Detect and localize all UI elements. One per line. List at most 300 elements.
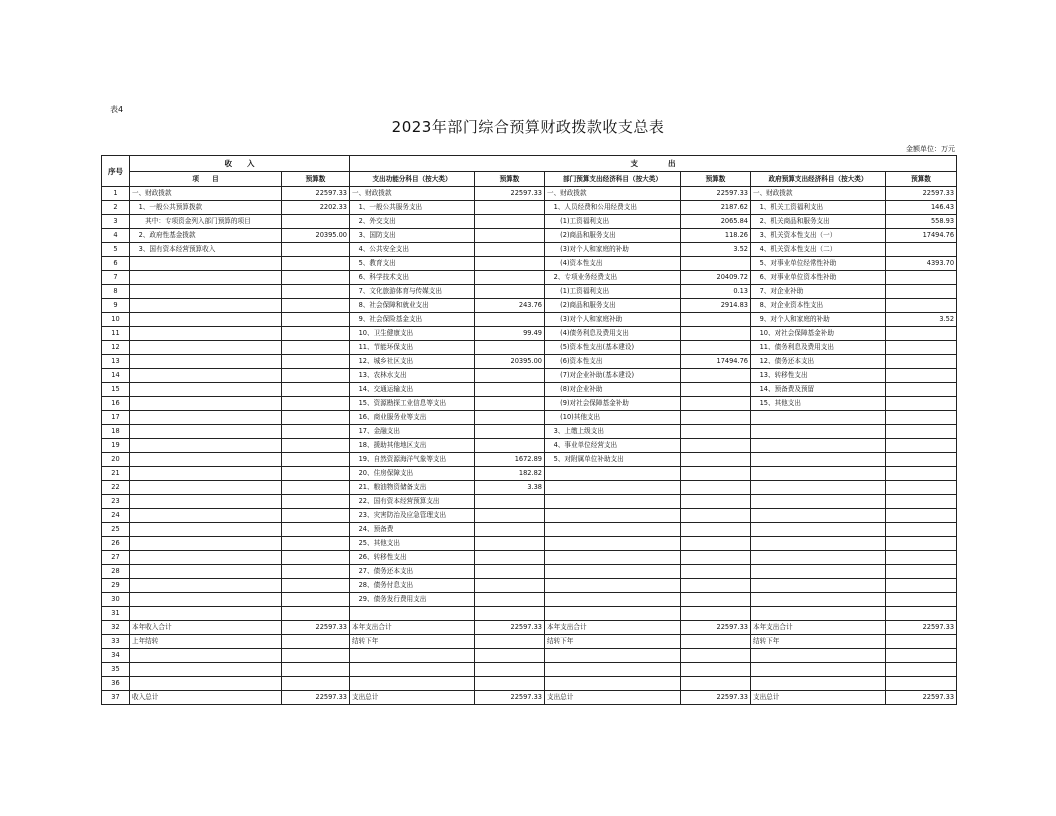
- income-item-cell: [130, 397, 282, 411]
- dept-econ-category-cell: (3)对个人和家庭补助: [545, 313, 681, 327]
- dept-econ-category-cell: 支出总计: [545, 691, 681, 705]
- func-category-cell: 6、科学技术支出: [350, 271, 475, 285]
- dept-econ-budget-cell: 2187.62: [681, 201, 751, 215]
- func-budget-cell: [475, 271, 545, 285]
- func-category-cell: [350, 677, 475, 691]
- income-budget-cell: [282, 649, 350, 663]
- dept-econ-budget-cell: [681, 663, 751, 677]
- gov-econ-budget-cell: [886, 607, 957, 621]
- seq-cell: 16: [102, 397, 130, 411]
- func-category-cell: 11、节能环保支出: [350, 341, 475, 355]
- income-budget-cell: [282, 453, 350, 467]
- income-budget-cell: [282, 411, 350, 425]
- income-item-cell: [130, 551, 282, 565]
- seq-cell: 17: [102, 411, 130, 425]
- seq-cell: 11: [102, 327, 130, 341]
- gov-econ-category-cell: 11、债务利息及费用支出: [751, 341, 886, 355]
- income-item-cell: [130, 663, 282, 677]
- dept-econ-budget-cell: [681, 397, 751, 411]
- income-item-cell: [130, 313, 282, 327]
- gov-econ-budget-cell: [886, 285, 957, 299]
- seq-cell: 6: [102, 257, 130, 271]
- gov-econ-budget-cell: 22597.33: [886, 621, 957, 635]
- dept-econ-budget-cell: [681, 341, 751, 355]
- income-item-cell: 2、政府性基金拨款: [130, 229, 282, 243]
- table-row: [102, 425, 957, 439]
- gov-econ-category-cell: 2、机关商品和服务支出: [751, 215, 886, 229]
- dept-econ-category-cell: 3、上缴上级支出: [545, 425, 681, 439]
- table-row: [102, 313, 957, 327]
- func-category-cell: 21、粮油物资储备支出: [350, 481, 475, 495]
- gov-econ-category-cell: 13、转移性支出: [751, 369, 886, 383]
- gov-econ-category-cell: [751, 593, 886, 607]
- func-category-cell: 22、国有资本经营预算支出: [350, 495, 475, 509]
- gov-econ-budget-cell: [886, 509, 957, 523]
- table-row: [102, 355, 957, 369]
- func-budget-cell: [475, 369, 545, 383]
- func-category-cell: 18、援助其他地区支出: [350, 439, 475, 453]
- dept-econ-category-cell: [545, 579, 681, 593]
- header-income-group: 收 入: [130, 156, 350, 172]
- table-row: [102, 551, 957, 565]
- seq-cell: 25: [102, 523, 130, 537]
- gov-econ-budget-cell: [886, 663, 957, 677]
- gov-econ-category-cell: 7、对企业补助: [751, 285, 886, 299]
- seq-cell: 33: [102, 635, 130, 649]
- income-budget-cell: [282, 579, 350, 593]
- gov-econ-category-cell: [751, 439, 886, 453]
- gov-econ-budget-cell: [886, 649, 957, 663]
- gov-econ-category-cell: [751, 509, 886, 523]
- gov-econ-category-cell: [751, 411, 886, 425]
- seq-cell: 2: [102, 201, 130, 215]
- dept-econ-budget-cell: [681, 509, 751, 523]
- gov-econ-budget-cell: [886, 565, 957, 579]
- func-category-cell: 9、社会保险基金支出: [350, 313, 475, 327]
- income-item-cell: [130, 565, 282, 579]
- func-category-cell: 25、其他支出: [350, 537, 475, 551]
- header-dept-econ-category: 部门预算支出经济科目（按大类）: [545, 172, 681, 187]
- dept-econ-budget-cell: [681, 257, 751, 271]
- gov-econ-budget-cell: [886, 327, 957, 341]
- gov-econ-category-cell: 1、机关工资福利支出: [751, 201, 886, 215]
- func-category-cell: [350, 607, 475, 621]
- func-category-cell: 1、一般公共服务支出: [350, 201, 475, 215]
- page-title: 2023年部门综合预算财政拨款收支总表: [391, 118, 665, 136]
- dept-econ-category-cell: 一、财政拨款: [545, 187, 681, 201]
- dept-econ-category-cell: [545, 565, 681, 579]
- income-item-cell: 本年收入合计: [130, 621, 282, 635]
- gov-econ-category-cell: [751, 537, 886, 551]
- income-budget-cell: [282, 383, 350, 397]
- seq-cell: 29: [102, 579, 130, 593]
- dept-econ-category-cell: 4、事业单位经营支出: [545, 439, 681, 453]
- income-item-cell: [130, 285, 282, 299]
- dept-econ-category-cell: (7)对企业补助(基本建设): [545, 369, 681, 383]
- income-item-cell: [130, 439, 282, 453]
- func-category-cell: 8、社会保障和就业支出: [350, 299, 475, 313]
- dept-econ-category-cell: (9)对社会保障基金补助: [545, 397, 681, 411]
- dept-econ-category-cell: (5)资本性支出(基本建设): [545, 341, 681, 355]
- table-row: [102, 257, 957, 271]
- dept-econ-category-cell: [545, 523, 681, 537]
- func-budget-cell: 22597.33: [475, 187, 545, 201]
- income-item-cell: 一、财政拨款: [130, 187, 282, 201]
- func-budget-cell: [475, 593, 545, 607]
- func-budget-cell: 99.49: [475, 327, 545, 341]
- table-row: [102, 341, 957, 355]
- income-item-cell: [130, 481, 282, 495]
- dept-econ-category-cell: [545, 677, 681, 691]
- func-budget-cell: [475, 383, 545, 397]
- gov-econ-category-cell: [751, 425, 886, 439]
- dept-econ-category-cell: [545, 607, 681, 621]
- gov-econ-category-cell: 本年支出合计: [751, 621, 886, 635]
- gov-econ-budget-cell: [886, 355, 957, 369]
- income-budget-cell: [282, 215, 350, 229]
- dept-econ-budget-cell: [681, 327, 751, 341]
- income-item-cell: 上年结转: [130, 635, 282, 649]
- income-item-cell: [130, 257, 282, 271]
- dept-econ-category-cell: [545, 593, 681, 607]
- func-category-cell: 5、教育支出: [350, 257, 475, 271]
- gov-econ-category-cell: 14、预备费及预留: [751, 383, 886, 397]
- income-item-cell: [130, 649, 282, 663]
- gov-econ-budget-cell: [886, 453, 957, 467]
- header-seq: 序号: [102, 156, 130, 187]
- income-item-cell: [130, 467, 282, 481]
- gov-econ-budget-cell: [886, 341, 957, 355]
- income-budget-cell: 22597.33: [282, 187, 350, 201]
- func-budget-cell: [475, 649, 545, 663]
- gov-econ-budget-cell: [886, 481, 957, 495]
- table-number-label: 表4: [110, 105, 124, 114]
- dept-econ-budget-cell: [681, 565, 751, 579]
- gov-econ-category-cell: [751, 565, 886, 579]
- func-budget-cell: [475, 215, 545, 229]
- gov-econ-category-cell: [751, 551, 886, 565]
- dept-econ-category-cell: [545, 537, 681, 551]
- dept-econ-category-cell: [545, 481, 681, 495]
- dept-econ-budget-cell: 20409.72: [681, 271, 751, 285]
- dept-econ-category-cell: 结转下年: [545, 635, 681, 649]
- gov-econ-category-cell: 支出总计: [751, 691, 886, 705]
- header-func-category: 支出功能分科目（按大类）: [350, 172, 475, 187]
- header-item: 项 目: [130, 172, 282, 187]
- func-category-cell: 支出总计: [350, 691, 475, 705]
- dept-econ-budget-cell: [681, 537, 751, 551]
- budget-summary-table: [101, 155, 957, 705]
- income-item-cell: [130, 495, 282, 509]
- gov-econ-budget-cell: [886, 425, 957, 439]
- gov-econ-budget-cell: [886, 271, 957, 285]
- table-row: [102, 201, 957, 215]
- func-budget-cell: [475, 565, 545, 579]
- dept-econ-category-cell: 本年支出合计: [545, 621, 681, 635]
- func-budget-cell: [475, 523, 545, 537]
- income-item-cell: [130, 509, 282, 523]
- dept-econ-budget-cell: 118.26: [681, 229, 751, 243]
- gov-econ-category-cell: 5、对事业单位经常性补助: [751, 257, 886, 271]
- table-row: [102, 565, 957, 579]
- func-category-cell: 29、债务发行费用支出: [350, 593, 475, 607]
- dept-econ-category-cell: (10)其他支出: [545, 411, 681, 425]
- seq-cell: 34: [102, 649, 130, 663]
- func-budget-cell: [475, 229, 545, 243]
- func-budget-cell: [475, 663, 545, 677]
- func-budget-cell: [475, 285, 545, 299]
- gov-econ-budget-cell: 17494.76: [886, 229, 957, 243]
- seq-cell: 10: [102, 313, 130, 327]
- gov-econ-budget-cell: 22597.33: [886, 691, 957, 705]
- seq-cell: 26: [102, 537, 130, 551]
- income-budget-cell: [282, 607, 350, 621]
- income-item-cell: 1、一般公共预算拨款: [130, 201, 282, 215]
- gov-econ-budget-cell: [886, 579, 957, 593]
- func-category-cell: 结转下年: [350, 635, 475, 649]
- table-body: [102, 187, 957, 705]
- income-budget-cell: [282, 285, 350, 299]
- income-budget-cell: [282, 467, 350, 481]
- income-budget-cell: [282, 509, 350, 523]
- income-item-cell: [130, 369, 282, 383]
- income-budget-cell: 2202.33: [282, 201, 350, 215]
- header-income-budget: 预算数: [282, 172, 350, 187]
- func-category-cell: 15、资源勘探工业信息等支出: [350, 397, 475, 411]
- func-budget-cell: [475, 551, 545, 565]
- func-budget-cell: [475, 579, 545, 593]
- dept-econ-budget-cell: 2914.83: [681, 299, 751, 313]
- seq-cell: 23: [102, 495, 130, 509]
- func-budget-cell: [475, 439, 545, 453]
- func-budget-cell: [475, 313, 545, 327]
- func-budget-cell: [475, 607, 545, 621]
- dept-econ-category-cell: [545, 467, 681, 481]
- income-item-cell: [130, 355, 282, 369]
- gov-econ-category-cell: 8、对企业资本性支出: [751, 299, 886, 313]
- gov-econ-category-cell: [751, 481, 886, 495]
- income-budget-cell: [282, 495, 350, 509]
- dept-econ-budget-cell: [681, 635, 751, 649]
- income-item-cell: [130, 327, 282, 341]
- table-row: [102, 453, 957, 467]
- dept-econ-budget-cell: [681, 649, 751, 663]
- gov-econ-budget-cell: [886, 537, 957, 551]
- func-budget-cell: [475, 257, 545, 271]
- table-row: [102, 495, 957, 509]
- func-category-cell: 19、自然资源海洋气象等支出: [350, 453, 475, 467]
- seq-cell: 15: [102, 383, 130, 397]
- dept-econ-category-cell: (3)对个人和家庭的补助: [545, 243, 681, 257]
- gov-econ-category-cell: 一、财政拨款: [751, 187, 886, 201]
- dept-econ-category-cell: [545, 663, 681, 677]
- income-budget-cell: [282, 481, 350, 495]
- gov-econ-category-cell: [751, 663, 886, 677]
- dept-econ-category-cell: (1)工资福利支出: [545, 285, 681, 299]
- gov-econ-category-cell: 9、对个人和家庭的补助: [751, 313, 886, 327]
- table-row: [102, 607, 957, 621]
- func-category-cell: 23、灾害防治及应急管理支出: [350, 509, 475, 523]
- income-item-cell: [130, 593, 282, 607]
- table-row: [102, 299, 957, 313]
- table-row: [102, 593, 957, 607]
- seq-cell: 3: [102, 215, 130, 229]
- func-category-cell: 27、债务还本支出: [350, 565, 475, 579]
- seq-cell: 32: [102, 621, 130, 635]
- gov-econ-budget-cell: [886, 495, 957, 509]
- income-item-cell: [130, 453, 282, 467]
- func-category-cell: 17、金融支出: [350, 425, 475, 439]
- dept-econ-budget-cell: 22597.33: [681, 621, 751, 635]
- func-budget-cell: [475, 341, 545, 355]
- gov-econ-category-cell: [751, 607, 886, 621]
- table-row: [102, 215, 957, 229]
- seq-cell: 5: [102, 243, 130, 257]
- func-category-cell: 13、农林水支出: [350, 369, 475, 383]
- income-item-cell: [130, 607, 282, 621]
- gov-econ-budget-cell: [886, 593, 957, 607]
- dept-econ-category-cell: 1、人员经费和公用经费支出: [545, 201, 681, 215]
- gov-econ-budget-cell: [886, 243, 957, 257]
- func-budget-cell: [475, 411, 545, 425]
- dept-econ-budget-cell: [681, 677, 751, 691]
- func-budget-cell: 182.82: [475, 467, 545, 481]
- income-item-cell: [130, 677, 282, 691]
- dept-econ-category-cell: (4)资本性支出: [545, 257, 681, 271]
- income-item-cell: 其中：专项资金列入部门预算的项目: [130, 215, 282, 229]
- income-item-cell: [130, 579, 282, 593]
- dept-econ-budget-cell: 17494.76: [681, 355, 751, 369]
- func-category-cell: 2、外交支出: [350, 215, 475, 229]
- dept-econ-category-cell: (2)商品和服务支出: [545, 229, 681, 243]
- seq-cell: 31: [102, 607, 130, 621]
- seq-cell: 7: [102, 271, 130, 285]
- dept-econ-budget-cell: [681, 411, 751, 425]
- table-row: [102, 187, 957, 201]
- gov-econ-budget-cell: 3.52: [886, 313, 957, 327]
- income-budget-cell: [282, 355, 350, 369]
- dept-econ-category-cell: [545, 649, 681, 663]
- func-budget-cell: [475, 425, 545, 439]
- income-budget-cell: [282, 677, 350, 691]
- func-category-cell: 一、财政拨款: [350, 187, 475, 201]
- dept-econ-category-cell: (4)债务利息及费用支出: [545, 327, 681, 341]
- func-category-cell: 3、国防支出: [350, 229, 475, 243]
- gov-econ-budget-cell: 146.43: [886, 201, 957, 215]
- func-budget-cell: 22597.33: [475, 691, 545, 705]
- seq-cell: 14: [102, 369, 130, 383]
- income-item-cell: [130, 341, 282, 355]
- dept-econ-budget-cell: [681, 481, 751, 495]
- dept-econ-budget-cell: 2065.84: [681, 215, 751, 229]
- func-category-cell: 12、城乡社区支出: [350, 355, 475, 369]
- gov-econ-budget-cell: [886, 411, 957, 425]
- func-category-cell: [350, 649, 475, 663]
- func-budget-cell: [475, 495, 545, 509]
- income-budget-cell: [282, 663, 350, 677]
- func-budget-cell: 20395.00: [475, 355, 545, 369]
- gov-econ-budget-cell: 22597.33: [886, 187, 957, 201]
- seq-cell: 9: [102, 299, 130, 313]
- income-item-cell: [130, 537, 282, 551]
- func-budget-cell: 3.38: [475, 481, 545, 495]
- income-budget-cell: [282, 243, 350, 257]
- func-category-cell: 10、卫生健康支出: [350, 327, 475, 341]
- dept-econ-category-cell: 2、专项业务经费支出: [545, 271, 681, 285]
- seq-cell: 19: [102, 439, 130, 453]
- gov-econ-budget-cell: [886, 369, 957, 383]
- func-category-cell: 本年支出合计: [350, 621, 475, 635]
- func-budget-cell: 1672.89: [475, 453, 545, 467]
- dept-econ-budget-cell: 3.52: [681, 243, 751, 257]
- dept-econ-budget-cell: [681, 523, 751, 537]
- income-budget-cell: [282, 257, 350, 271]
- income-budget-cell: [282, 425, 350, 439]
- table-row: [102, 579, 957, 593]
- gov-econ-budget-cell: [886, 677, 957, 691]
- gov-econ-category-cell: 12、债务还本支出: [751, 355, 886, 369]
- gov-econ-budget-cell: 4393.70: [886, 257, 957, 271]
- seq-cell: 28: [102, 565, 130, 579]
- dept-econ-budget-cell: [681, 313, 751, 327]
- dept-econ-budget-cell: 22597.33: [681, 187, 751, 201]
- dept-econ-category-cell: [545, 551, 681, 565]
- seq-cell: 27: [102, 551, 130, 565]
- income-item-cell: [130, 383, 282, 397]
- func-budget-cell: 243.76: [475, 299, 545, 313]
- gov-econ-category-cell: 15、其他支出: [751, 397, 886, 411]
- header-gov-econ-category: 政府预算支出经济科目（按大类）: [751, 172, 886, 187]
- func-budget-cell: [475, 201, 545, 215]
- income-budget-cell: [282, 439, 350, 453]
- dept-econ-budget-cell: [681, 453, 751, 467]
- amount-unit-label: 金额单位：万元: [906, 145, 955, 153]
- income-budget-cell: 22597.33: [282, 691, 350, 705]
- table-row: [102, 663, 957, 677]
- seq-cell: 21: [102, 467, 130, 481]
- dept-econ-category-cell: (8)对企业补助: [545, 383, 681, 397]
- header-dept-econ-budget: 预算数: [681, 172, 751, 187]
- dept-econ-budget-cell: [681, 495, 751, 509]
- func-category-cell: 20、住房保障支出: [350, 467, 475, 481]
- func-category-cell: 7、文化旅游体育与传媒支出: [350, 285, 475, 299]
- gov-econ-category-cell: [751, 453, 886, 467]
- gov-econ-budget-cell: [886, 299, 957, 313]
- income-budget-cell: 22597.33: [282, 621, 350, 635]
- income-budget-cell: [282, 635, 350, 649]
- seq-cell: 37: [102, 691, 130, 705]
- seq-cell: 1: [102, 187, 130, 201]
- func-category-cell: 16、商业服务业等支出: [350, 411, 475, 425]
- dept-econ-budget-cell: [681, 607, 751, 621]
- gov-econ-category-cell: 10、对社会保障基金补助: [751, 327, 886, 341]
- table-row: [102, 635, 957, 649]
- dept-econ-budget-cell: 0.13: [681, 285, 751, 299]
- gov-econ-budget-cell: [886, 467, 957, 481]
- func-budget-cell: 22597.33: [475, 621, 545, 635]
- func-budget-cell: [475, 243, 545, 257]
- seq-cell: 30: [102, 593, 130, 607]
- table-row: [102, 397, 957, 411]
- table-row: [102, 383, 957, 397]
- gov-econ-category-cell: 3、机关资本性支出（一）: [751, 229, 886, 243]
- dept-econ-budget-cell: 22597.33: [681, 691, 751, 705]
- seq-cell: 35: [102, 663, 130, 677]
- table-row: [102, 537, 957, 551]
- header-func-budget: 预算数: [475, 172, 545, 187]
- header-gov-econ-budget: 预算数: [886, 172, 957, 187]
- func-category-cell: 28、债务付息支出: [350, 579, 475, 593]
